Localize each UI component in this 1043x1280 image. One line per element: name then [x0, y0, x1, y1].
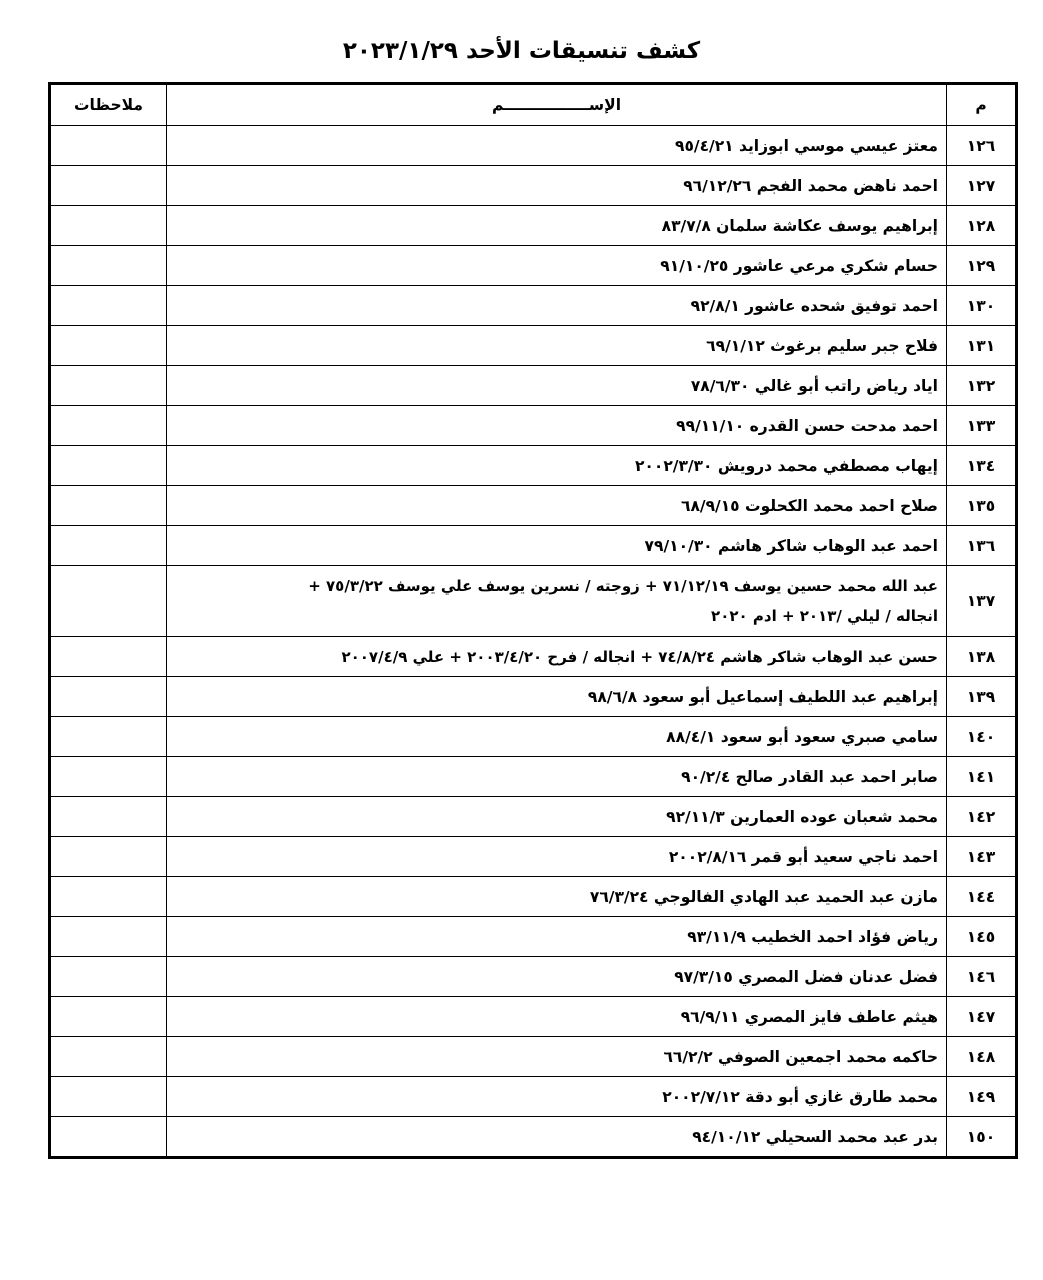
row-notes	[50, 366, 167, 406]
table-row	[50, 1037, 1017, 1077]
row-number: ١٤٣	[947, 837, 1017, 877]
row-number: ١٣١	[947, 326, 1017, 366]
table-row	[50, 917, 1017, 957]
row-name: احمد مدحت حسن القدره ٩٩/١١/١٠	[167, 406, 947, 446]
table-row	[50, 877, 1017, 917]
row-name: صلاح احمد محمد الكحلوت ٦٨/٩/١٥	[167, 486, 947, 526]
row-name: إيهاب مصطفي محمد درويش ٢٠٠٢/٣/٣٠	[167, 446, 947, 486]
row-name: صابر احمد عبد القادر صالح ٩٠/٢/٤	[167, 757, 947, 797]
row-name: معتز عيسي موسي ابوزايد ٩٥/٤/٢١	[167, 126, 947, 166]
row-notes	[50, 166, 167, 206]
row-notes	[50, 566, 167, 637]
table-row	[50, 997, 1017, 1037]
row-number: ١٣٤	[947, 446, 1017, 486]
row-name: حاكمه محمد اجمعين الصوفي ٦٦/٢/٢	[167, 1037, 947, 1077]
table-row	[50, 246, 1017, 286]
row-number: ١٢٧	[947, 166, 1017, 206]
table-row	[50, 1117, 1017, 1158]
row-number: ١٣٧	[947, 566, 1017, 637]
row-notes	[50, 126, 167, 166]
row-notes	[50, 957, 167, 997]
row-number: ١٤٠	[947, 717, 1017, 757]
table-row	[50, 797, 1017, 837]
row-name: إبراهيم عبد اللطيف إسماعيل أبو سعود ٩٨/٦/٨	[167, 677, 947, 717]
row-name: فضل عدنان فضل المصري ٩٧/٣/١٥	[167, 957, 947, 997]
row-number: ١٤١	[947, 757, 1017, 797]
header-notes: ملاحظات	[50, 84, 167, 126]
table-row	[50, 366, 1017, 406]
row-name: احمد ناهض محمد الفجم ٩٦/١٢/٢٦	[167, 166, 947, 206]
row-notes	[50, 526, 167, 566]
table-row	[50, 526, 1017, 566]
row-number: ١٤٩	[947, 1077, 1017, 1117]
row-name: إبراهيم يوسف عكاشة سلمان ٨٣/٧/٨	[167, 206, 947, 246]
row-notes	[50, 997, 167, 1037]
row-name: رياض فؤاد احمد الخطيب ٩٣/١١/٩	[167, 917, 947, 957]
row-notes	[50, 877, 167, 917]
row-number: ١٤٧	[947, 997, 1017, 1037]
row-name: فلاح جبر سليم برغوث ٦٩/١/١٢	[167, 326, 947, 366]
row-number: ١٤٦	[947, 957, 1017, 997]
row-number: ١٥٠	[947, 1117, 1017, 1158]
row-number: ١٣٨	[947, 637, 1017, 677]
row-notes	[50, 446, 167, 486]
row-notes	[50, 717, 167, 757]
row-number: ١٣٦	[947, 526, 1017, 566]
row-number: ١٢٦	[947, 126, 1017, 166]
row-number: ١٤٨	[947, 1037, 1017, 1077]
table-row	[50, 286, 1017, 326]
header-num: م	[947, 84, 1017, 126]
row-notes	[50, 1077, 167, 1117]
row-name: حسن عبد الوهاب شاكر هاشم ٧٤/٨/٢٤ + انجاله / فرح ٢٠٠٣/٤/٢٠ + علي ٢٠٠٧/٤/٩	[167, 637, 947, 677]
row-notes	[50, 917, 167, 957]
table-row	[50, 206, 1017, 246]
row-notes	[50, 757, 167, 797]
table-row	[50, 166, 1017, 206]
row-name: محمد شعبان عوده العمارين ٩٢/١١/٣	[167, 797, 947, 837]
table-row	[50, 957, 1017, 997]
table-row	[50, 677, 1017, 717]
row-number: ١٣٩	[947, 677, 1017, 717]
row-number: ١٣٥	[947, 486, 1017, 526]
row-name: مازن عبد الحميد عبد الهادي الفالوجي ٧٦/٣/٢٤	[167, 877, 947, 917]
row-notes	[50, 486, 167, 526]
table-row	[50, 757, 1017, 797]
table-row	[50, 446, 1017, 486]
row-notes	[50, 797, 167, 837]
row-number: ١٤٥	[947, 917, 1017, 957]
row-notes	[50, 1037, 167, 1077]
row-notes	[50, 286, 167, 326]
row-name: حسام شكري مرعي عاشور ٩١/١٠/٢٥	[167, 246, 947, 286]
row-name: محمد طارق غازي أبو دقة ٢٠٠٢/٧/١٢	[167, 1077, 947, 1117]
row-notes	[50, 246, 167, 286]
row-notes	[50, 677, 167, 717]
row-name: احمد توفيق شحده عاشور ٩٢/٨/١	[167, 286, 947, 326]
row-number: ١٢٩	[947, 246, 1017, 286]
table-row	[50, 717, 1017, 757]
row-name	[167, 566, 947, 637]
page-title: كشف تنسيقات الأحد ٢٠٢٣/١/٢٩	[342, 38, 701, 64]
row-notes	[50, 326, 167, 366]
row-name: احمد عبد الوهاب شاكر هاشم ٧٩/١٠/٣٠	[167, 526, 947, 566]
row-name-line-1: عبد الله محمد حسين يوسف ٧١/١٢/١٩ + زوجته / نسرين يوسف علي يوسف ٧٥/٣/٢٢ +	[308, 577, 938, 595]
row-notes	[50, 1117, 167, 1158]
table-row	[50, 1077, 1017, 1117]
header-name: الإســــــــــــــــم	[167, 84, 947, 126]
row-name: هيثم عاطف فايز المصري ٩٦/٩/١١	[167, 997, 947, 1037]
row-number: ١٣٣	[947, 406, 1017, 446]
row-name: سامي صبري سعود أبو سعود ٨٨/٤/١	[167, 717, 947, 757]
row-name: بدر عبد محمد السحيلي ٩٤/١٠/١٢	[167, 1117, 947, 1158]
row-name: احمد ناجي سعيد أبو قمر ٢٠٠٢/٨/١٦	[167, 837, 947, 877]
row-notes	[50, 837, 167, 877]
row-notes	[50, 206, 167, 246]
row-number: ١٤٢	[947, 797, 1017, 837]
row-number: ١٣٠	[947, 286, 1017, 326]
header-row	[50, 84, 1017, 126]
table-row	[50, 126, 1017, 166]
row-notes	[50, 637, 167, 677]
row-number: ١٤٤	[947, 877, 1017, 917]
row-number: ١٣٢	[947, 366, 1017, 406]
row-name-line-2: انجاله / ليلي /٢٠١٣ + ادم ٢٠٢٠	[711, 607, 938, 625]
table-row	[50, 637, 1017, 677]
names-table	[48, 82, 1018, 1159]
table-row	[50, 406, 1017, 446]
table-row	[50, 326, 1017, 366]
row-number: ١٢٨	[947, 206, 1017, 246]
table-row	[50, 486, 1017, 526]
row-name: اياد رياض راتب أبو غالي ٧٨/٦/٣٠	[167, 366, 947, 406]
table-row	[50, 566, 1017, 637]
row-notes	[50, 406, 167, 446]
table-row	[50, 837, 1017, 877]
